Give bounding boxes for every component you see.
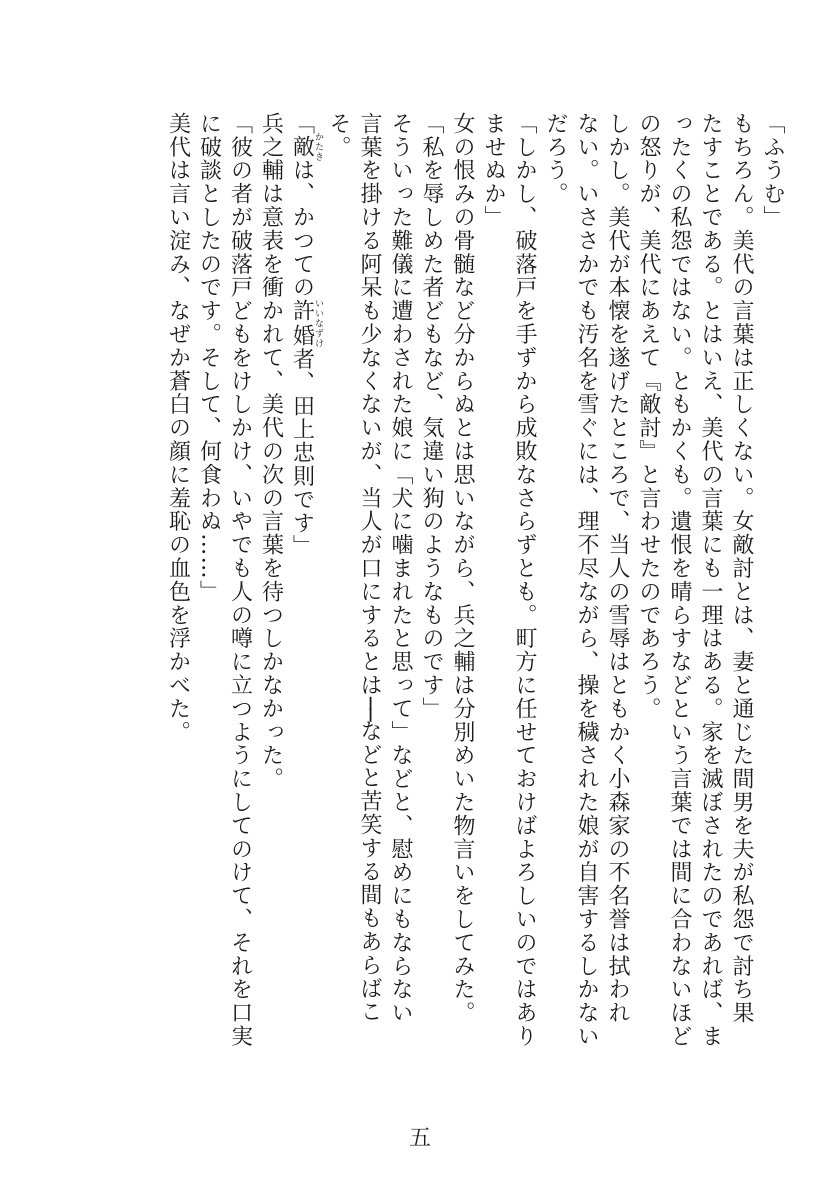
text-line: ませぬか」 — [481, 112, 506, 229]
em-dash: ── — [357, 697, 382, 720]
text-line: だろう。 — [543, 112, 568, 206]
text-line: 「彼の者が破落戸どもをけしかけ、いやでも人の噂に立つようにしてのけて、それを口実 — [227, 112, 253, 1048]
text-line: の怒りが、美代にあえて『敵討』と言わせたのであろう。 — [636, 112, 661, 721]
text-line: 「私を辱しめた者どもなど、気違い狗のようなものです」 — [419, 112, 444, 721]
text-line — [287, 112, 324, 1047]
text-line — [354, 112, 385, 1047]
ruby-reading: いいなずけ — [313, 298, 323, 349]
text-line: に破談としたのです。そして、何食わぬ……」 — [196, 112, 222, 604]
ruby-base: 許婚 — [289, 298, 315, 349]
text-line: そういった難儀に遭わされた娘に「犬に噛まれたと思って」などと、慰めにもならない — [388, 112, 413, 1025]
line-text: 者、田上忠則です」 — [289, 347, 315, 559]
text-line: しかし。美代が本懐を遂げたところで、当人の雪辱はともかく小森家の不名誉は拭われ — [605, 112, 630, 1025]
text-line: もちろん。美代の言葉は正しくない。女敵討とは、妻と通じた間男を夫が私怨で討ち果 — [729, 112, 754, 1025]
line-text: は、かつての — [289, 158, 315, 300]
ruby-word — [289, 132, 323, 163]
text-line: ったくの私怨ではない。ともかくも。遺恨を晴らすなどという言葉では間に合わないほど — [667, 112, 692, 1048]
text-line: 美代は言い淀み、なぜか蒼白の顔に羞恥の血色を浮かべた。 — [165, 112, 191, 744]
line-text: 「 — [289, 112, 315, 136]
text-line: そ。 — [326, 112, 351, 159]
text-line: 「しかし、破落戸を手ずから成敗なさらずとも。町方に任せておけばよろしいのではあり — [512, 112, 537, 1048]
line-text: などと苦笑する間もあらばこ — [357, 719, 382, 1024]
ruby-word — [289, 298, 323, 349]
text-line: 兵之輔は意表を衝かれて、美代の次の言葉を待つしかなかった。 — [258, 112, 284, 791]
vertical-text-body — [163, 112, 789, 1047]
ruby-base: 敵 — [289, 132, 315, 163]
text-line: 「ふうむ」 — [760, 112, 785, 229]
text-line: ない。いささかでも汚名を雪ぐには、理不尽ながら、操を穢された娘が自害するしかない — [574, 112, 599, 1048]
text-line: たすことである。とはいえ、美代の言葉にも一理はある。家を滅ぼされたのであれば、ま — [698, 112, 723, 1048]
ruby-reading: かたき — [313, 132, 323, 163]
text-line: 女の恨みの骨髄など分からぬとは思いながら、兵之輔は分別めいた物言いをしてみた。 — [450, 112, 475, 1025]
page-number: 五 — [408, 1126, 431, 1151]
line-text: 言葉を掛ける阿呆も少なくないが、当人が口にするとは — [357, 112, 382, 697]
